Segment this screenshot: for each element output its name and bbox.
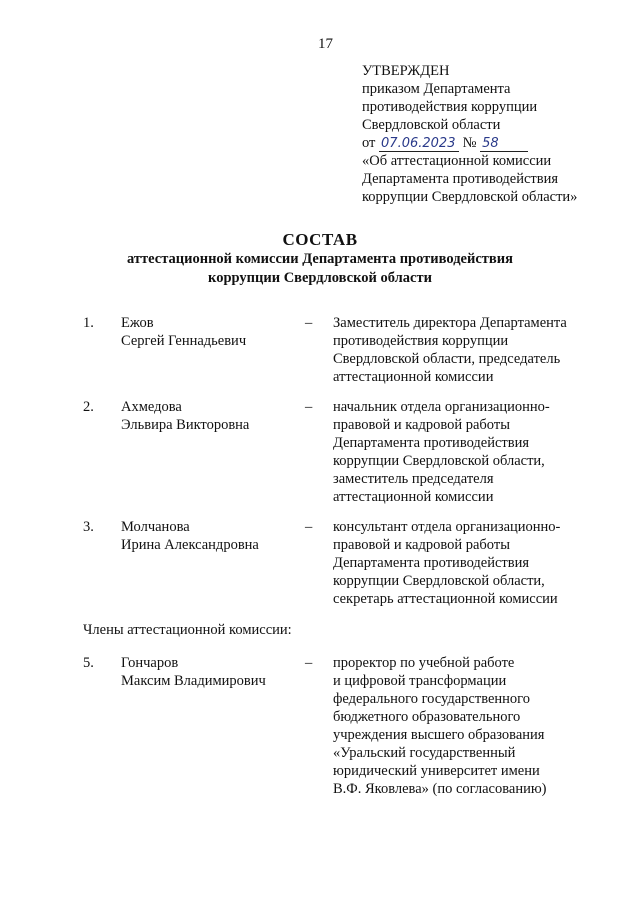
role-line: аттестационной комиссии: [333, 369, 494, 385]
dash-separator: –: [305, 519, 313, 535]
member-number: 5.: [83, 655, 94, 671]
member-given-names: Эльвира Викторовна: [121, 417, 250, 433]
member-number: 3.: [83, 519, 94, 535]
role-line: коррупции Свердловской области,: [333, 573, 545, 589]
approval-line: противодействия коррупции: [362, 99, 538, 115]
member-name: [121, 314, 246, 350]
member-role: [333, 314, 567, 386]
number-label: №: [462, 135, 477, 151]
role-line: Департамента противодействия: [333, 435, 530, 451]
role-line: проректор по учебной работе: [333, 655, 515, 671]
document-title: СОСТАВ: [282, 230, 358, 249]
member-surname: Молчанова: [121, 519, 190, 535]
approval-subject-line: коррупции Свердловской области»: [362, 189, 578, 205]
role-line: и цифровой трансформации: [333, 673, 507, 689]
approval-subject-line: «Об аттестационной комиссии: [362, 153, 552, 169]
members-heading: Члены аттестационной комиссии:: [83, 622, 292, 638]
approval-block: [362, 62, 577, 206]
role-line: учреждения высшего образования: [333, 727, 545, 743]
member-given-names: Максим Владимирович: [121, 673, 266, 689]
member-given-names: Ирина Александровна: [121, 537, 259, 553]
dash-separator: –: [305, 315, 313, 331]
member-number: 2.: [83, 399, 94, 415]
approval-line: приказом Департамента: [362, 81, 511, 97]
member-role: [333, 398, 550, 506]
role-line: противодействия коррупции: [333, 333, 509, 349]
member-number: 1.: [83, 315, 94, 331]
member-surname: Ежов: [121, 315, 154, 331]
member-role: [333, 654, 547, 798]
approval-date-line: [362, 134, 577, 152]
member-surname: Ахмедова: [121, 399, 182, 415]
handwritten-date: 07.06.2023: [379, 137, 459, 152]
role-line: аттестационной комиссии: [333, 489, 494, 505]
document-subtitle: [0, 250, 640, 288]
role-line: федерального государственного: [333, 691, 531, 707]
approval-line: Свердловской области: [362, 117, 501, 133]
subtitle-line: коррупции Свердловской области: [208, 270, 432, 286]
role-line: правовой и кадровой работы: [333, 537, 510, 553]
role-line: заместитель председателя: [333, 471, 494, 487]
member-given-names: Сергей Геннадьевич: [121, 333, 247, 349]
role-line: Свердловской области, председатель: [333, 351, 561, 367]
member-name: [121, 518, 259, 554]
role-line: В.Ф. Яковлева» (по согласованию): [333, 781, 547, 797]
role-line: Заместитель директора Департамента: [333, 315, 567, 331]
member-name: [121, 398, 249, 434]
role-line: консультант отдела организационно-: [333, 519, 561, 535]
dash-separator: –: [305, 655, 313, 671]
role-line: юридический университет имени: [333, 763, 540, 779]
dash-separator: –: [305, 399, 313, 415]
subtitle-line: аттестационной комиссии Департамента противодействия: [127, 251, 513, 267]
approval-heading: УТВЕРЖДЕН: [362, 63, 450, 79]
role-line: секретарь аттестационной комиссии: [333, 591, 558, 607]
role-line: правовой и кадровой работы: [333, 417, 510, 433]
role-line: «Уральский государственный: [333, 745, 516, 761]
handwritten-number: 58: [480, 137, 528, 152]
role-line: Департамента противодействия: [333, 555, 530, 571]
role-line: начальник отдела организационно-: [333, 399, 550, 415]
role-line: коррупции Свердловской области,: [333, 453, 545, 469]
date-prefix: от: [362, 135, 376, 151]
page-number: 17: [318, 36, 333, 52]
member-surname: Гончаров: [121, 655, 179, 671]
member-role: [333, 518, 560, 608]
member-name: [121, 654, 266, 690]
approval-subject-line: Департамента противодействия: [362, 171, 559, 187]
role-line: бюджетного образовательного: [333, 709, 521, 725]
